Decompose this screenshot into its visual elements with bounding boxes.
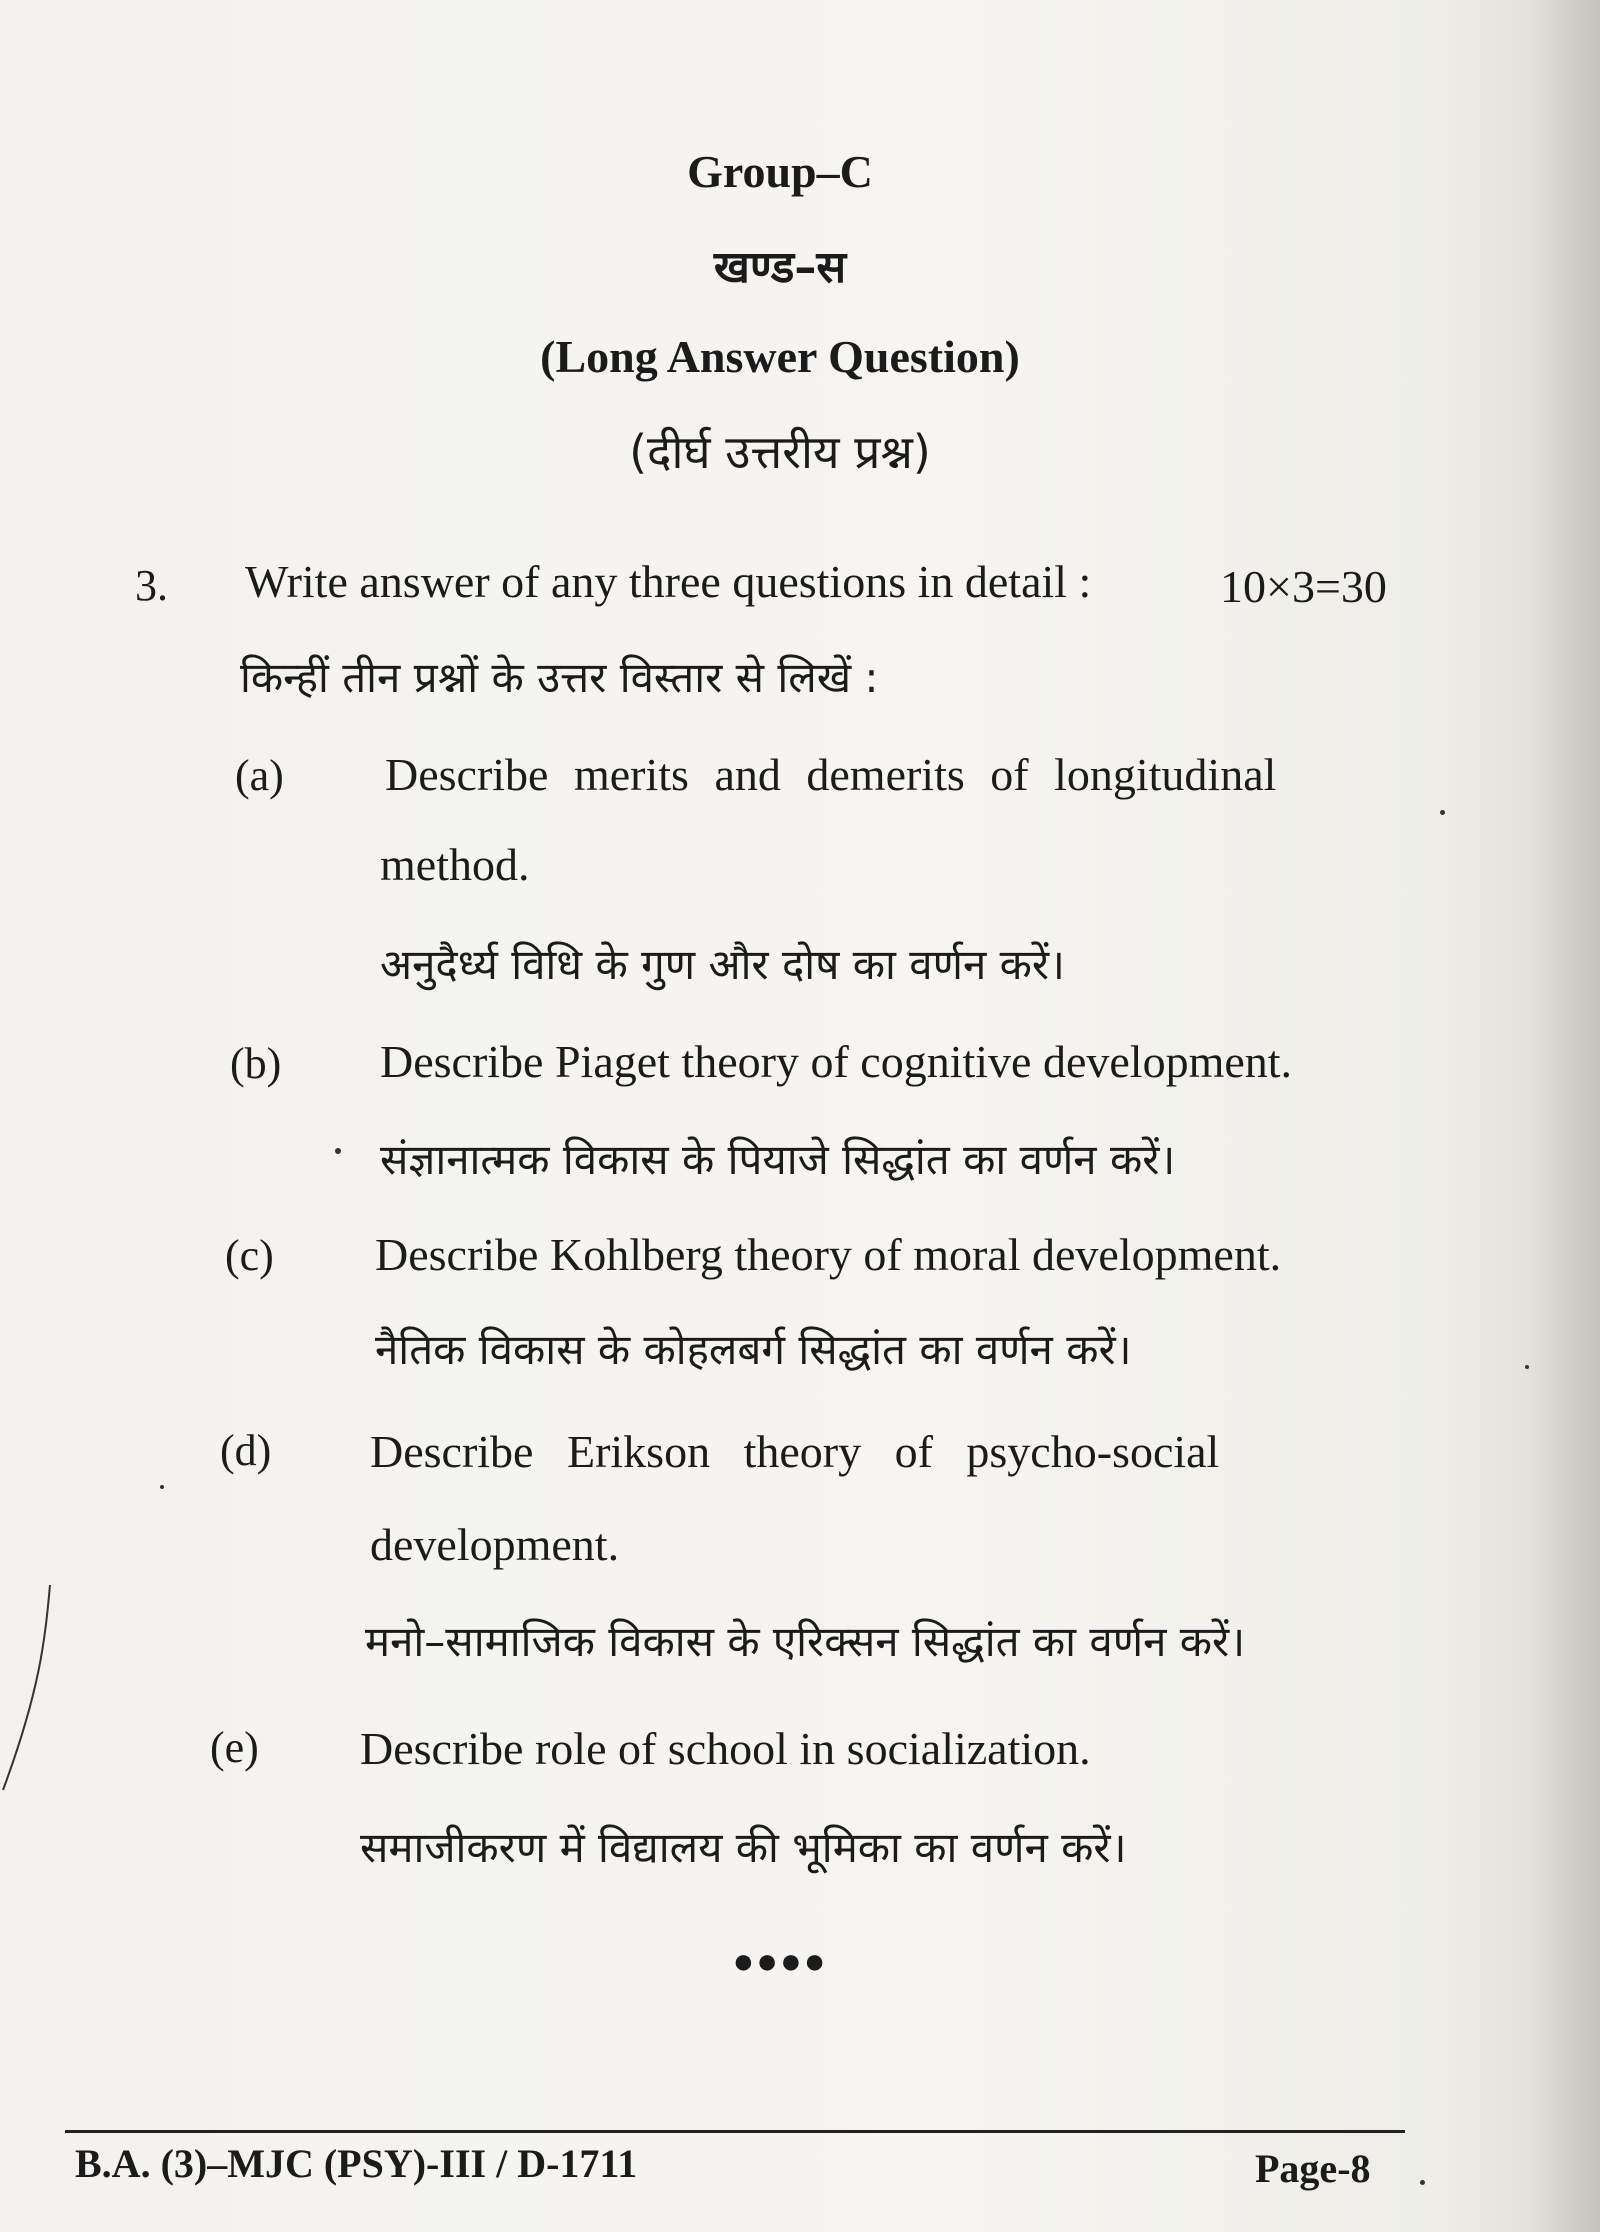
subquestion-text-hindi: समाजीकरण में विद्यालय की भूमिका का वर्णन करें। [360, 1823, 1127, 1872]
subquestion-label: (a) [235, 751, 284, 800]
subquestion-label: (b) [230, 1039, 282, 1088]
subquestion-label: (e) [210, 1723, 259, 1772]
group-heading-hindi: खण्ड–स [713, 242, 847, 293]
subquestion-text: Describe Erikson theory of psycho-social [370, 1426, 1220, 1477]
page-number: Page-8 [1255, 2146, 1371, 2191]
subquestion-label: (d) [220, 1426, 272, 1475]
paper-speck [1440, 810, 1445, 815]
paper-speck [335, 1148, 341, 1154]
group-heading: Group–C [687, 146, 873, 197]
subquestion-text-hindi: मनो–सामाजिक विकास के एरिक्सन सिद्धांत का वर्णन करें। [365, 1617, 1246, 1666]
paper-speck [1525, 1365, 1529, 1369]
question-number: 3. [135, 561, 168, 610]
subquestion-text: Describe Piaget theory of cognitive development. [380, 1036, 1293, 1087]
paper-code: B.A. (3)–MJC (PSY)-III / D-1711 [75, 2141, 638, 2186]
subquestion-text-hindi: अनुदैर्ध्य विधि के गुण और दोष का वर्णन करें। [380, 940, 1065, 989]
subquestion-label: (c) [225, 1231, 274, 1280]
paper-speck [160, 1485, 164, 1489]
subquestion-text: Describe role of school in socialization. [360, 1723, 1091, 1774]
subquestion-text-hindi: नैतिक विकास के कोहलबर्ग सिद्धांत का वर्णन करें। [375, 1325, 1132, 1374]
section-heading: (Long Answer Question) [540, 331, 1020, 382]
end-marker: ●●●● [732, 1941, 828, 1981]
subquestion-text: Describe merits and demerits of longitudinal [385, 749, 1277, 800]
paper-speck [1420, 2180, 1425, 2185]
subquestion-text-continued: method. [380, 839, 530, 890]
section-heading-hindi: (दीर्घ उत्तरीय प्रश्न) [629, 425, 931, 479]
question-instruction: Write answer of any three questions in detail : [245, 556, 1092, 607]
question-marks: 10×3=30 [1220, 561, 1387, 612]
subquestion-text-hindi: संज्ञानात्मक विकास के पियाजे सिद्धांत का वर्णन करें। [380, 1135, 1176, 1184]
question-instruction-hindi: किन्हीं तीन प्रश्नों के उत्तर विस्तार से लिखें : [240, 653, 879, 702]
footer-divider [65, 2130, 1405, 2133]
subquestion-text: Describe Kohlberg theory of moral development. [375, 1229, 1282, 1280]
subquestion-text-continued: development. [370, 1519, 620, 1570]
pen-stroke-mark [0, 1580, 60, 1800]
